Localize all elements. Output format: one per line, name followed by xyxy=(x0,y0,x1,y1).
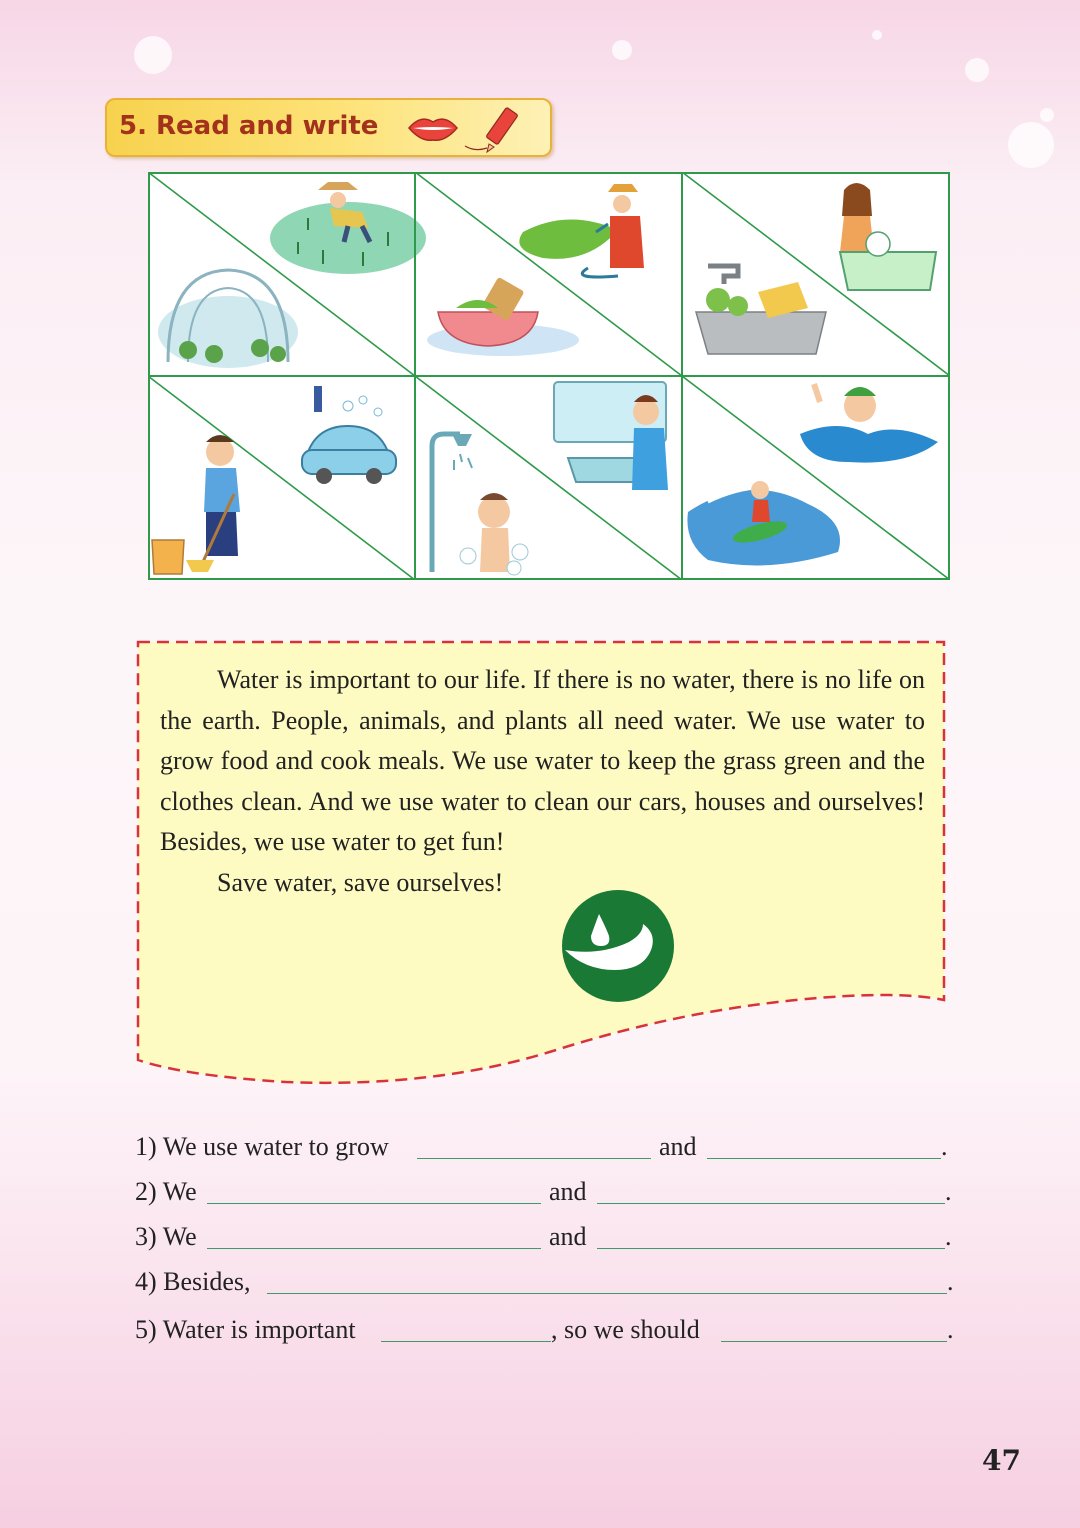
boy-swimming-icon xyxy=(800,384,938,463)
question-1 xyxy=(135,1128,965,1168)
child-shower-icon xyxy=(432,434,528,575)
decor-bubble xyxy=(612,40,632,60)
decor-bubble xyxy=(965,58,989,82)
question-1-prefix: 1) We use water to grow xyxy=(135,1132,389,1161)
car-wash-icon xyxy=(302,386,396,484)
question-3 xyxy=(135,1218,965,1258)
passage-paragraph-1: Water is important to our life. If there is no water, there is no life on the earth. People, animals, and plants all need water. We use water to grow food and cook meals. We use water to keep the grass green and the clothes clean. And we use water to clean our cars, houses and ourselves! Besides, we use water to get fun! xyxy=(160,665,925,856)
question-2-middle: and xyxy=(549,1177,587,1206)
answer-blank-2b[interactable] xyxy=(597,1173,945,1204)
boy-mopping-floor-icon xyxy=(152,435,240,574)
boy-surfing-icon xyxy=(687,481,840,565)
answer-blank-5a[interactable] xyxy=(381,1311,551,1342)
decor-bubble xyxy=(134,36,172,74)
answer-blank-3b[interactable] xyxy=(597,1218,945,1249)
washing-basin-clothes-icon xyxy=(427,277,579,356)
decor-bubble xyxy=(1008,122,1054,168)
question-4 xyxy=(135,1263,965,1303)
question-5-middle: , so we should xyxy=(551,1315,700,1344)
decor-bubble xyxy=(1040,108,1054,122)
question-5 xyxy=(135,1311,965,1351)
question-4-prefix: 4) Besides, xyxy=(135,1267,251,1296)
section-header xyxy=(105,98,552,157)
woman-washing-dishes-icon xyxy=(840,183,936,290)
page-number: 47 xyxy=(982,1444,1021,1477)
question-2-prefix: 2) We xyxy=(135,1177,197,1206)
answer-blank-4[interactable] xyxy=(267,1263,947,1294)
question-2-end: . xyxy=(945,1177,952,1206)
question-5-end: . xyxy=(947,1315,954,1344)
question-4-end: . xyxy=(947,1267,954,1296)
question-3-middle: and xyxy=(549,1222,587,1251)
picture-grid xyxy=(148,172,950,580)
question-2 xyxy=(135,1173,965,1213)
farmer-planting-rice-icon xyxy=(270,182,426,274)
washing-vegetables-sink-icon xyxy=(696,266,826,354)
question-5-prefix: 5) Water is important xyxy=(135,1315,356,1344)
question-3-end: . xyxy=(945,1222,952,1251)
passage-paragraph-2: Save water, save ourselves! xyxy=(217,867,504,897)
section-title: 5. Read and write xyxy=(119,111,379,141)
answer-blank-1a[interactable] xyxy=(417,1128,651,1159)
question-1-end: . xyxy=(941,1132,948,1161)
lips-icon xyxy=(409,119,457,140)
reading-passage xyxy=(160,660,925,903)
boy-washing-hands-icon xyxy=(554,382,668,490)
decor-bubble xyxy=(872,30,882,40)
question-1-middle: and xyxy=(659,1132,697,1161)
question-3-prefix: 3) We xyxy=(135,1222,197,1251)
pencil-icon xyxy=(465,107,518,152)
greenhouse-vegetables-icon xyxy=(158,270,298,368)
man-watering-grass-icon xyxy=(519,184,644,277)
answer-blank-2a[interactable] xyxy=(207,1173,541,1204)
header-icons xyxy=(403,100,543,155)
answer-blank-1b[interactable] xyxy=(707,1128,941,1159)
answer-blank-5b[interactable] xyxy=(721,1311,947,1342)
water-saving-logo-icon xyxy=(559,890,677,1002)
answer-blank-3a[interactable] xyxy=(207,1218,541,1249)
